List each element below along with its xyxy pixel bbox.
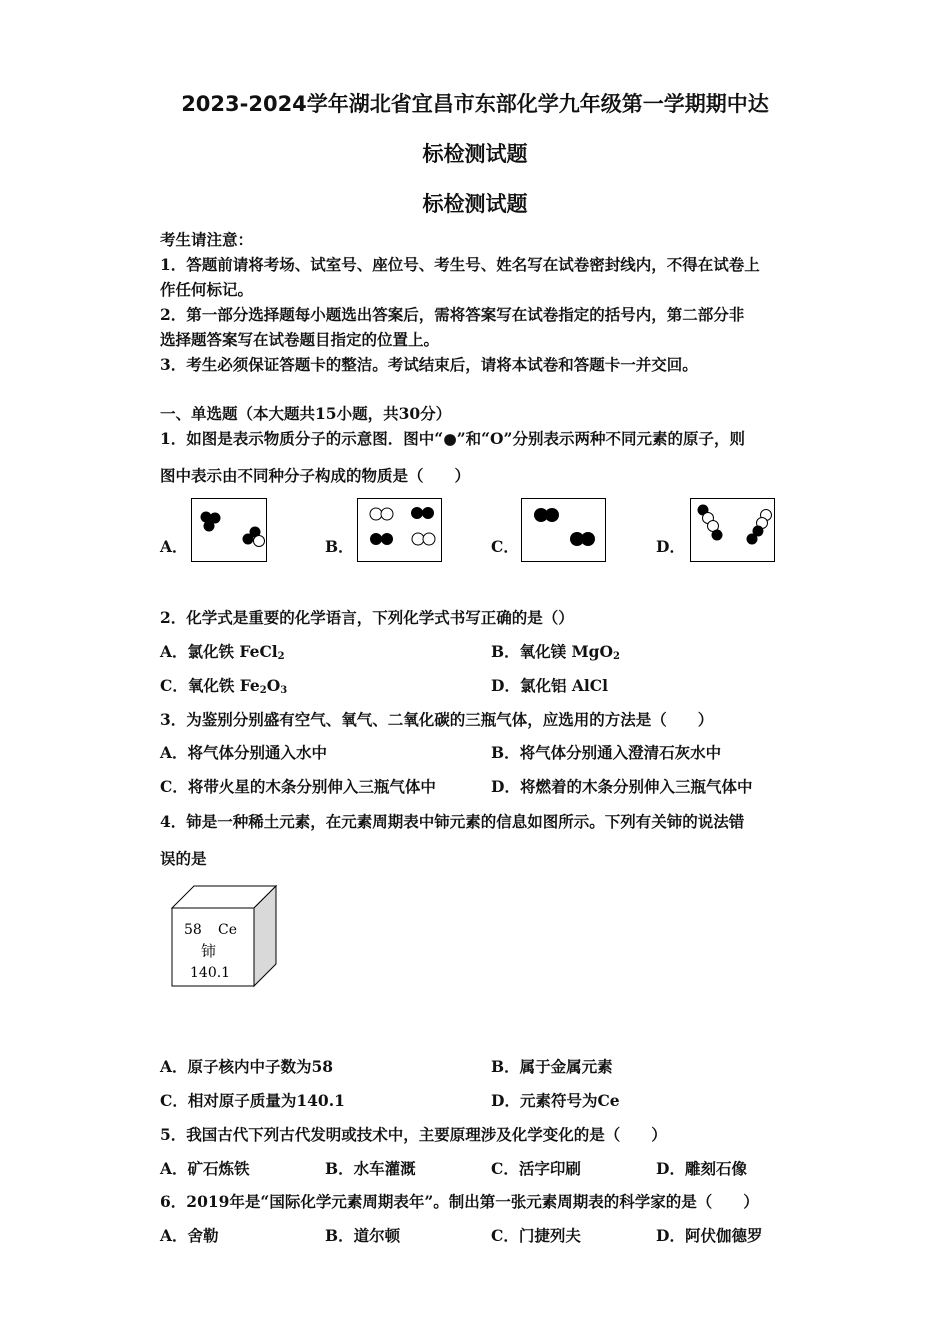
question-1-stem: 1．如图是表示物质分子的示意图．图中“●”和“O”分别表示两种不同元素的原子，则 [160, 429, 745, 448]
q3-option-c[interactable]: C．将带火星的木条分别伸入三瓶气体中 [160, 777, 436, 796]
q1-option-a-label[interactable]: A． [160, 537, 188, 556]
q2-option-c[interactable] [160, 674, 287, 696]
notice-heading: 考生请注意： [160, 230, 254, 249]
q5-option-c[interactable]: C．活字印刷 [491, 1159, 581, 1178]
question-2-stem: 2．化学式是重要的化学语言，下列化学式书写正确的是（） [160, 608, 574, 627]
q2-option-d[interactable]: D．氯化铝 AlCl [491, 676, 608, 695]
q5-option-d[interactable]: D．雕刻石像 [656, 1159, 747, 1178]
question-5-stem: 5．我国古代下列古代发明或技术中，主要原理涉及化学变化的是（ ） [160, 1125, 667, 1144]
notice-item: 1．答题前请将考场、试室号、座位号、考生号、姓名写在试卷密封线内，不得在试卷上 [160, 255, 760, 274]
q2-option-b-text: B．氧化镁 MgO [491, 642, 613, 661]
q2-option-b[interactable] [491, 640, 620, 662]
notice-item: 选择题答案写在试卷题目指定的位置上。 [160, 330, 440, 349]
q3-option-d[interactable]: D．将燃着的木条分别伸入三瓶气体中 [491, 777, 753, 796]
element-mass: 140.1 [190, 965, 231, 981]
page-title-line3: 标检测试题 [422, 192, 528, 216]
molecule-diagram-b [357, 498, 442, 562]
notice-item: 3．考生必须保证答题卡的整洁。考试结束后，请将本试卷和答题卡一并交回。 [160, 355, 698, 374]
question-4-stem: 4．铈是一种稀土元素，在元素周期表中铈元素的信息如图所示。下列有关铈的说法错 [160, 812, 745, 831]
q4-option-d[interactable]: D．元素符号为Ce [491, 1091, 620, 1110]
molecule-diagram-d [690, 498, 775, 562]
q1-option-d-label[interactable]: D． [656, 537, 685, 556]
q3-option-a[interactable]: A．将气体分别通入水中 [160, 743, 328, 762]
subscript: 2 [613, 651, 620, 662]
molecule-diagram-a [191, 498, 267, 562]
q6-option-b[interactable]: B．道尔顿 [325, 1226, 401, 1245]
page-title-line2: 标检测试题 [422, 142, 528, 166]
subscript: 3 [280, 685, 288, 696]
q6-option-d[interactable]: D．阿伏伽德罗 [656, 1226, 763, 1245]
question-6-stem: 6．2019年是“国际化学元素周期表年”。制出第一张元素周期表的科学家的是（ ） [160, 1192, 759, 1211]
q5-option-a[interactable]: A．矿石炼铁 [160, 1159, 250, 1178]
q2-option-a[interactable] [160, 640, 285, 662]
notice-item: 作任何标记。 [160, 280, 254, 299]
question-1-stem-cont: 图中表示由不同种分子构成的物质是（ ） [160, 466, 471, 485]
q2-option-a-text: A．氯化铁 FeCl [160, 642, 278, 661]
subscript: 2 [277, 651, 285, 662]
subscript: 2 [259, 685, 267, 696]
page-title-line1: 2023-2024学年湖北省宜昌市东部化学九年级第一学期期中达 [181, 92, 769, 116]
q2-option-c-text: C．氧化铁 Fe [160, 676, 260, 695]
element-name: 铈 [201, 942, 217, 960]
q6-option-c[interactable]: C．门捷列夫 [491, 1226, 581, 1245]
question-3-stem: 3．为鉴别分别盛有空气、氧气、二氧化碳的三瓶气体，应选用的方法是（ ） [160, 710, 714, 729]
molecule-diagram-c [521, 498, 606, 562]
q4-option-b[interactable]: B．属于金属元素 [491, 1057, 613, 1076]
q4-option-a[interactable]: A．原子核内中子数为58 [160, 1057, 334, 1076]
q2-option-c-mid: O [266, 676, 281, 695]
q5-option-b[interactable]: B．水车灌溉 [325, 1159, 416, 1178]
q4-option-c[interactable]: C．相对原子质量为140.1 [160, 1091, 345, 1110]
element-number: 58 [184, 922, 202, 938]
notice-item: 2．第一部分选择题每小题选出答案后，需将答案写在试卷指定的括号内，第二部分非 [160, 305, 745, 324]
element-cerium-card [170, 884, 280, 988]
q6-option-a[interactable]: A．舍勒 [160, 1226, 219, 1245]
q3-option-b[interactable]: B．将气体分别通入澄清石灰水中 [491, 743, 722, 762]
q1-option-b-label[interactable]: B． [325, 537, 354, 556]
element-symbol: Ce [218, 922, 237, 938]
question-4-stem-cont: 误的是 [160, 849, 207, 868]
section-heading: 一、单选题（本大题共15小题，共30分） [160, 404, 452, 423]
q1-option-c-label[interactable]: C． [491, 537, 519, 556]
